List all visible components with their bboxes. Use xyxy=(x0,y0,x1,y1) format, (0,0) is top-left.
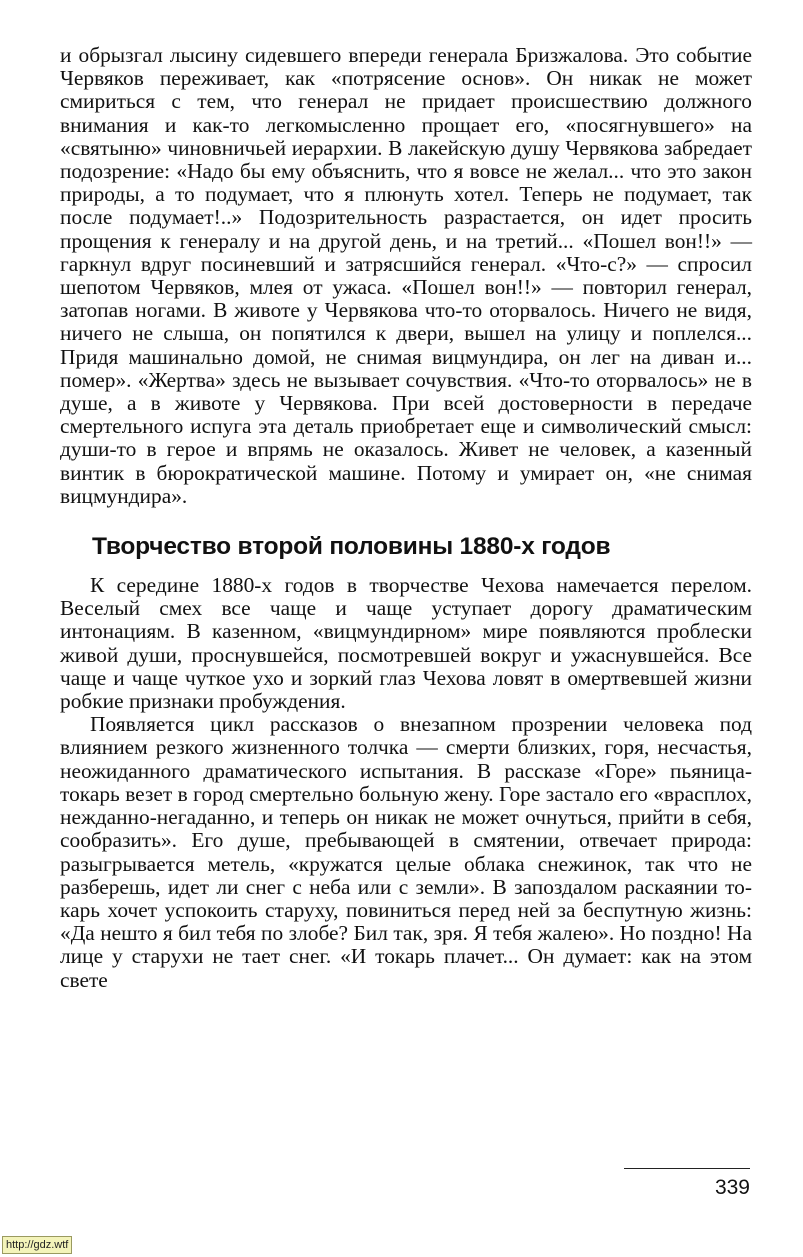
footer-rule xyxy=(624,1168,750,1169)
page-number: 339 xyxy=(714,1176,750,1199)
book-page-body xyxy=(60,44,752,992)
paragraph-continuation: и обрызгал лысину сидевшего впереди генерала Бризжалова. Это событие Червяков переживает, как «потрясение основ». Он никак не может смириться с тем, что генерал не придает происшествию должного внимания и как-то легкомысленно прощает его, «посягнувшего» на «святыню» чиновничьей иерархии. В лакейскую душу Червякова забредает подозрение: «Надо бы ему объяснить, что я вовсе не желал... что это закон природы, а то подумает, что я плюнуть хотел. Теперь не подумает, так после подумает!..» Подозрительность разрастается, он идет просить прощения к генералу и на другой день, и на третий... «Пошел вон!!» — гаркнул вдруг посиневший и затрясшийся генерал. «Что-с?» — спросил шепотом Червяков, млея от ужаса. «Пошел вон!!» — повторил генерал, затопав ногами. В животе у Червякова что-то оторвалось. Ничего не видя, ничего не слыша, он попятился к двери, вышел на улицу и поплелся... Придя машинально домой, не снимая вицмундира, он лег на диван и... помер». «Жертва» здесь не вызывает сочувствия. «Что-то оторвалось» не в душе, а в животе у Червякова. При всей достоверности в передаче смертельного испуга эта деталь приобретает еще и символический смысл: души-то в герое и впрямь не оказалось. Живет не человек, а казенный винтик в бюрократической машине. Потому и умирает он, «не снимая вицмундира». xyxy=(60,43,752,508)
paragraph: К середине 1880-х годов в творчестве Чехова намечается перелом. Веселый смех все чаще и чаще уступает дорогу драматическим интонациям. В казенном, «вицмундирном» мире появляются проблески живой души, проснувшейся, посмотревшей вокруг и ужаснувшейся. Все чаще и чаще чуткое ухо и зоркий глаз Чехова ловят в омертвевшей жизни робкие признаки пробуждения. xyxy=(60,573,752,714)
section-heading: Творчество второй половины 1880-х годов xyxy=(92,533,611,561)
paragraph: Появляется цикл рассказов о внезапном прозрении человека под влиянием резкого жизненного толчка — смерти близких, горя, несчастья, неожиданного драматического испытания. В рассказе «Горе» пьяница-токарь везет в город смертельно больную жену. Горе застало его «врасплох, нежданно-негаданно, и теперь он никак не может очнуться, прийти в себя, сообразить». Его душе, пребывающей в смятении, отвечает природа: разыгрывается метель, «кружатся целые облака снежинок, так что не разберешь, идет ли снег с неба или с земли». В запоздалом раскаянии токарь хочет успокоить старуху, повиниться перед ней за беспутную жизнь: «Да нешто я бил тебя по злобе? Бил так, зря. Я тебя жалею». Но поздно! На лице у старухи не тает снег. «И токарь плачет... Он думает: как на этом свете xyxy=(60,712,752,992)
watermark-link[interactable]: http://gdz.wtf xyxy=(2,1236,72,1254)
